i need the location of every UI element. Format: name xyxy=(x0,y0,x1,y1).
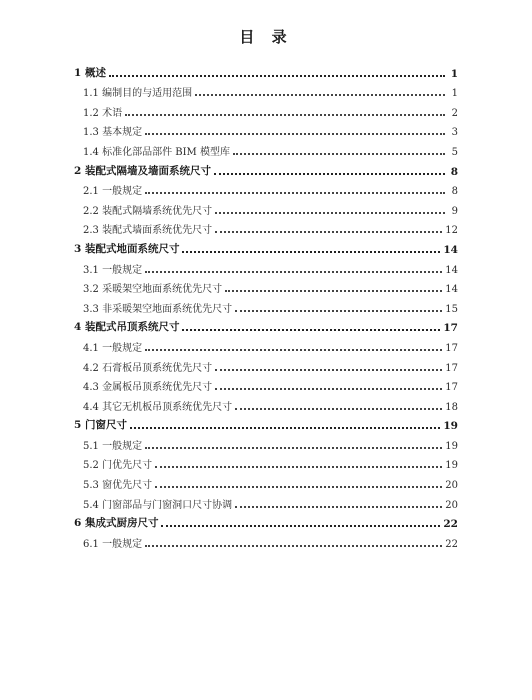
toc-page-number: 19 xyxy=(445,460,458,472)
toc-page-number: 1 xyxy=(450,67,458,80)
toc-chapter-entry[interactable] xyxy=(74,236,458,256)
toc-entry-label: 3.2 采暖架空地面系统优先尺寸 xyxy=(83,284,223,296)
toc-entry-label: 6 集成式厨房尺寸 xyxy=(74,517,159,530)
dot-leader xyxy=(235,310,442,312)
toc-entry-label: 2 装配式隔墙及墙面系统尺寸 xyxy=(74,164,211,177)
toc-section-entry[interactable] xyxy=(74,432,458,452)
toc-entry-label: 1.3 基本规定 xyxy=(83,127,143,139)
toc-entry-label: 5.3 窗优先尺寸 xyxy=(83,480,153,492)
toc-page-number: 15 xyxy=(445,303,458,315)
toc-page-number: 9 xyxy=(451,205,458,217)
dot-leader xyxy=(130,427,440,429)
toc-page-number: 14 xyxy=(443,243,458,256)
toc-entry-label: 5.4 门窗部品与门窗洞口尺寸协调 xyxy=(83,499,233,511)
toc-entry-label: 2.1 一般规定 xyxy=(83,186,143,198)
toc-entry-label: 1.1 编制目的与适用范围 xyxy=(83,88,193,100)
toc-title: 目 录 xyxy=(239,28,293,46)
toc-page-number: 17 xyxy=(445,382,458,394)
toc-page-number: 17 xyxy=(443,322,458,335)
toc-section-entry[interactable] xyxy=(74,119,458,139)
dot-leader xyxy=(145,133,445,135)
toc-entry-label: 3 装配式地面系统尺寸 xyxy=(74,242,180,255)
toc-chapter-entry[interactable] xyxy=(74,60,458,80)
toc-entry-label: 4.4 其它无机板吊顶系统优先尺寸 xyxy=(83,401,233,413)
dot-leader xyxy=(161,525,440,527)
dot-leader xyxy=(155,466,442,468)
toc-page-number: 12 xyxy=(445,225,458,237)
toc-page-number: 2 xyxy=(451,107,458,119)
toc-section-entry[interactable] xyxy=(74,491,458,511)
dot-leader xyxy=(215,231,442,233)
dot-leader xyxy=(235,506,442,508)
toc-entry-label: 3.1 一般规定 xyxy=(83,264,143,276)
toc-section-entry[interactable] xyxy=(74,276,458,296)
dot-leader xyxy=(145,447,442,449)
dot-leader xyxy=(155,486,442,488)
toc-page-number: 5 xyxy=(451,146,458,158)
toc-page-number: 1 xyxy=(451,88,458,100)
toc-page-number: 8 xyxy=(450,165,458,178)
toc-section-entry[interactable] xyxy=(74,178,458,198)
toc-page-number: 17 xyxy=(445,362,458,374)
toc-entry-label: 6.1 一般规定 xyxy=(83,538,143,550)
dot-leader xyxy=(233,153,445,155)
dot-leader xyxy=(214,173,445,175)
dot-leader xyxy=(182,251,440,253)
toc-page-number: 3 xyxy=(451,127,458,139)
toc-entry-label: 1.4 标准化部品部件 BIM 模型库 xyxy=(83,146,230,158)
toc-page-number: 17 xyxy=(445,342,458,354)
toc-section-entry[interactable] xyxy=(74,530,458,550)
dot-leader xyxy=(225,290,442,292)
toc-entry-label: 5 门窗尺寸 xyxy=(74,419,127,432)
dot-leader xyxy=(145,271,442,273)
toc-section-entry[interactable] xyxy=(74,256,458,276)
toc-page-number: 22 xyxy=(443,518,458,531)
toc-section-entry[interactable] xyxy=(74,80,458,100)
toc-page-number: 8 xyxy=(451,186,458,198)
toc-page-number: 20 xyxy=(445,499,458,511)
dot-leader xyxy=(145,349,442,351)
toc-page-number: 14 xyxy=(445,284,458,296)
toc-section-entry[interactable] xyxy=(74,471,458,491)
dot-leader xyxy=(215,369,442,371)
toc-section-entry[interactable] xyxy=(74,334,458,354)
dot-leader xyxy=(182,329,440,331)
toc-page-number: 20 xyxy=(445,480,458,492)
toc-section-entry[interactable] xyxy=(74,452,458,472)
dot-leader xyxy=(215,212,445,214)
toc-section-entry[interactable] xyxy=(74,197,458,217)
toc-chapter-entry[interactable] xyxy=(74,511,458,531)
toc-section-entry[interactable] xyxy=(74,295,458,315)
dot-leader xyxy=(235,408,442,410)
toc-section-entry[interactable] xyxy=(74,393,458,413)
toc-chapter-entry[interactable] xyxy=(74,158,458,178)
toc-page-number: 19 xyxy=(445,440,458,452)
toc-entry-label: 5.2 门优先尺寸 xyxy=(83,460,153,472)
dot-leader xyxy=(195,94,445,96)
toc-entry-label: 4.2 石膏板吊顶系统优先尺寸 xyxy=(83,362,213,374)
toc-entry-label: 3.3 非采暖架空地面系统优先尺寸 xyxy=(83,303,233,315)
toc-page-number: 22 xyxy=(445,538,458,550)
toc-entry-label: 2.2 装配式隔墙系统优先尺寸 xyxy=(83,205,213,217)
dot-leader xyxy=(215,388,442,390)
toc-section-entry[interactable] xyxy=(74,374,458,394)
toc-entry-label: 5.1 一般规定 xyxy=(83,440,143,452)
toc-entry-label: 4.1 一般规定 xyxy=(83,342,143,354)
toc-section-entry[interactable] xyxy=(74,99,458,119)
toc-page-number: 14 xyxy=(445,264,458,276)
table-of-contents xyxy=(74,60,458,550)
toc-entry-label: 1.2 术语 xyxy=(83,107,123,119)
toc-entry-label: 2.3 装配式墙面系统优先尺寸 xyxy=(83,225,213,237)
toc-entry-label: 1 概述 xyxy=(74,66,106,79)
dot-leader xyxy=(145,192,445,194)
toc-entry-label: 4 装配式吊顶系统尺寸 xyxy=(74,321,180,334)
toc-chapter-entry[interactable] xyxy=(74,413,458,433)
toc-section-entry[interactable] xyxy=(74,354,458,374)
toc-page-number: 18 xyxy=(445,401,458,413)
toc-section-entry[interactable] xyxy=(74,138,458,158)
dot-leader xyxy=(125,114,445,116)
toc-section-entry[interactable] xyxy=(74,217,458,237)
toc-chapter-entry[interactable] xyxy=(74,315,458,335)
dot-leader xyxy=(109,75,445,77)
dot-leader xyxy=(145,545,442,547)
toc-entry-label: 4.3 金属板吊顶系统优先尺寸 xyxy=(83,382,213,394)
toc-page-number: 19 xyxy=(443,420,458,433)
